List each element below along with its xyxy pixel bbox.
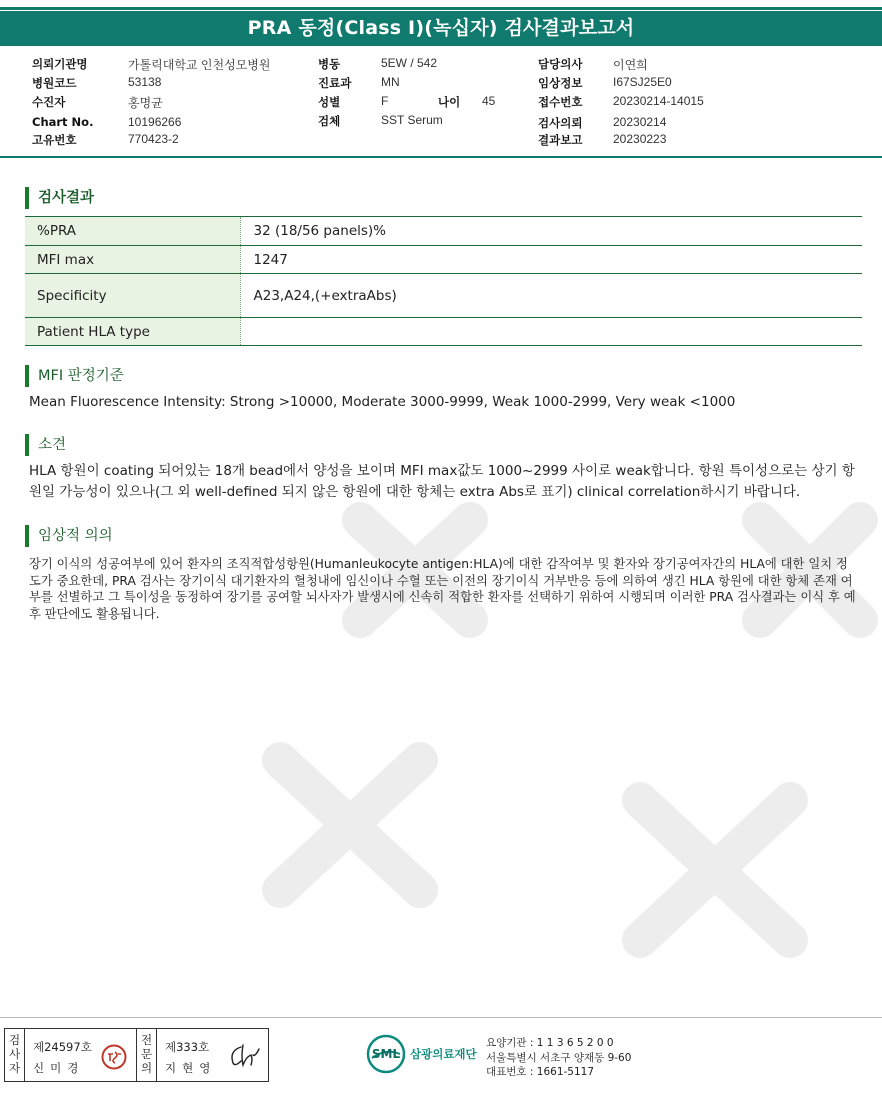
doctor-label: 담당의사 <box>538 57 583 71</box>
specialist-name: 지현영 <box>165 1061 217 1075</box>
receipt-no-label: 접수번호 <box>538 95 583 109</box>
contact-line: 요양기관 : 1 1 3 6 5 2 0 0 <box>486 1037 614 1049</box>
age-label: 나이 <box>438 95 461 109</box>
contact-info <box>486 1036 631 1080</box>
sex-value: F <box>381 94 389 108</box>
contact-line: 대표번호 : 1661-5117 <box>486 1066 595 1078</box>
examiner-cell <box>25 1029 137 1081</box>
opinion-heading: 소견 <box>25 434 66 456</box>
chart-no-value: 10196266 <box>128 115 182 129</box>
result-label: Patient HLA type <box>25 318 240 346</box>
specialist-role <box>137 1029 157 1081</box>
recipient-label: 수진자 <box>32 95 66 109</box>
clinical-info-value: I67SJ25E0 <box>613 75 672 89</box>
specialist-license-no: 제333호 <box>165 1040 210 1054</box>
clinical-info-label: 임상정보 <box>538 76 583 90</box>
logo-text: SML <box>371 1047 401 1061</box>
institution-label: 의뢰기관명 <box>32 57 88 71</box>
doctor-value: 이연희 <box>613 58 648 72</box>
table-row <box>25 274 862 318</box>
examiner-role <box>5 1029 25 1081</box>
examiner-role-char: 검 <box>8 1033 21 1047</box>
receipt-no-value: 20230214-14015 <box>613 94 704 108</box>
contact-line: 서울특별시 서초구 양재동 9-60 <box>486 1051 632 1064</box>
specimen-label: 검체 <box>318 114 341 128</box>
examiner-name: 신미경 <box>33 1061 85 1075</box>
specimen-value: SST Serum <box>381 113 443 127</box>
age-value: 45 <box>482 94 496 108</box>
results-heading: 검사결과 <box>25 187 94 209</box>
clinical-text: 장기 이식의 성공여부에 있어 환자의 조직적합성항원(Humanleukocyte antigen:HLA)에 대한 감작여부 및 환자와 장기공여자간의 HLA에 대한 일치 정도가 중요한데, PRA 검사는 장기이식 대기환자의 혈청내에 임신이나 수혈 또는 이전의 장기이식 거부반응 등에 의하여 생긴 HLA 항원에 대한 항체 존재 여부를 선별하고 그 특이성을 동정하여 장기를 공여할 뇌사자가 발생시에 신속히 적합한 환자를 선택하기 위하여 시행되며 이러한 PRA 검사결과는 이식 후 예후 판단에도 활용됩니다. <box>29 557 856 621</box>
examiner-role-char: 사 <box>8 1047 21 1061</box>
unique-no-value: 770423-2 <box>128 132 179 146</box>
criteria-heading: MFI 판정기준 <box>25 365 124 387</box>
result-label: MFI max <box>25 246 240 274</box>
footer-divider <box>0 1017 882 1018</box>
sml-logo-icon <box>366 1034 406 1074</box>
criteria-text: Mean Fluorescence Intensity: Strong >10000, Moderate 3000-9999, Weak 1000-2999, Very weak <1000 <box>29 394 736 410</box>
department-label: 진료과 <box>318 76 352 90</box>
hospital-code-value: 53138 <box>128 75 162 89</box>
org-name: 삼광의료재단 <box>410 1047 477 1061</box>
result-label: Specificity <box>25 274 240 318</box>
table-row <box>25 246 862 274</box>
specialist-role-char: 전 <box>140 1033 153 1047</box>
result-label: %PRA <box>25 217 240 246</box>
ward-value: 5EW / 542 <box>381 56 438 70</box>
examiner-license-no: 제24597호 <box>33 1040 92 1054</box>
examiner-seal-icon <box>101 1044 127 1070</box>
table-row <box>25 318 862 346</box>
opinion-text: HLA 항원이 coating 되어있는 18개 bead에서 양성을 보이며 MFI max값도 1000~2999 사이로 weak합니다. 항원 특이성으로는 상기 항원일 가능성이 있으나(그 외 well-defined 되지 않은 항원에 대한 항체는 extra Abs로 표기) clinical correlation하시기 바랍니다. <box>29 463 855 500</box>
request-date-label: 검사의뢰 <box>538 116 583 130</box>
chart-no-label: Chart No. <box>32 115 94 129</box>
ward-label: 병동 <box>318 57 341 71</box>
result-value: 32 (18/56 panels)% <box>240 217 862 246</box>
top-rule <box>0 7 882 10</box>
specialist-signature-icon <box>227 1041 263 1071</box>
institution-value: 가톨릭대학교 인천성모병원 <box>128 58 271 72</box>
report-date-label: 결과보고 <box>538 133 583 147</box>
examiner-role-char: 자 <box>8 1061 21 1075</box>
recipient-value: 홍명균 <box>128 96 163 110</box>
result-value <box>240 318 862 346</box>
specialist-role-char: 문 <box>140 1047 153 1061</box>
hospital-code-label: 병원코드 <box>32 76 77 90</box>
result-value: 1247 <box>240 246 862 274</box>
signature-box <box>4 1028 269 1082</box>
request-date-value: 20230214 <box>613 115 667 129</box>
result-value: A23,A24,(+extraAbs) <box>240 274 862 318</box>
report-date-value: 20230223 <box>613 132 667 146</box>
unique-no-label: 고유번호 <box>32 133 77 147</box>
results-table <box>25 216 862 346</box>
table-row <box>25 217 862 246</box>
specialist-role-char: 의 <box>140 1061 153 1075</box>
sex-label: 성별 <box>318 95 341 109</box>
info-divider <box>0 156 882 158</box>
specialist-cell <box>157 1029 268 1081</box>
clinical-heading: 임상적 의의 <box>25 525 113 547</box>
department-value: MN <box>381 75 400 89</box>
report-title: PRA 동정(Class I)(녹십자) 검사결과보고서 <box>0 11 882 46</box>
